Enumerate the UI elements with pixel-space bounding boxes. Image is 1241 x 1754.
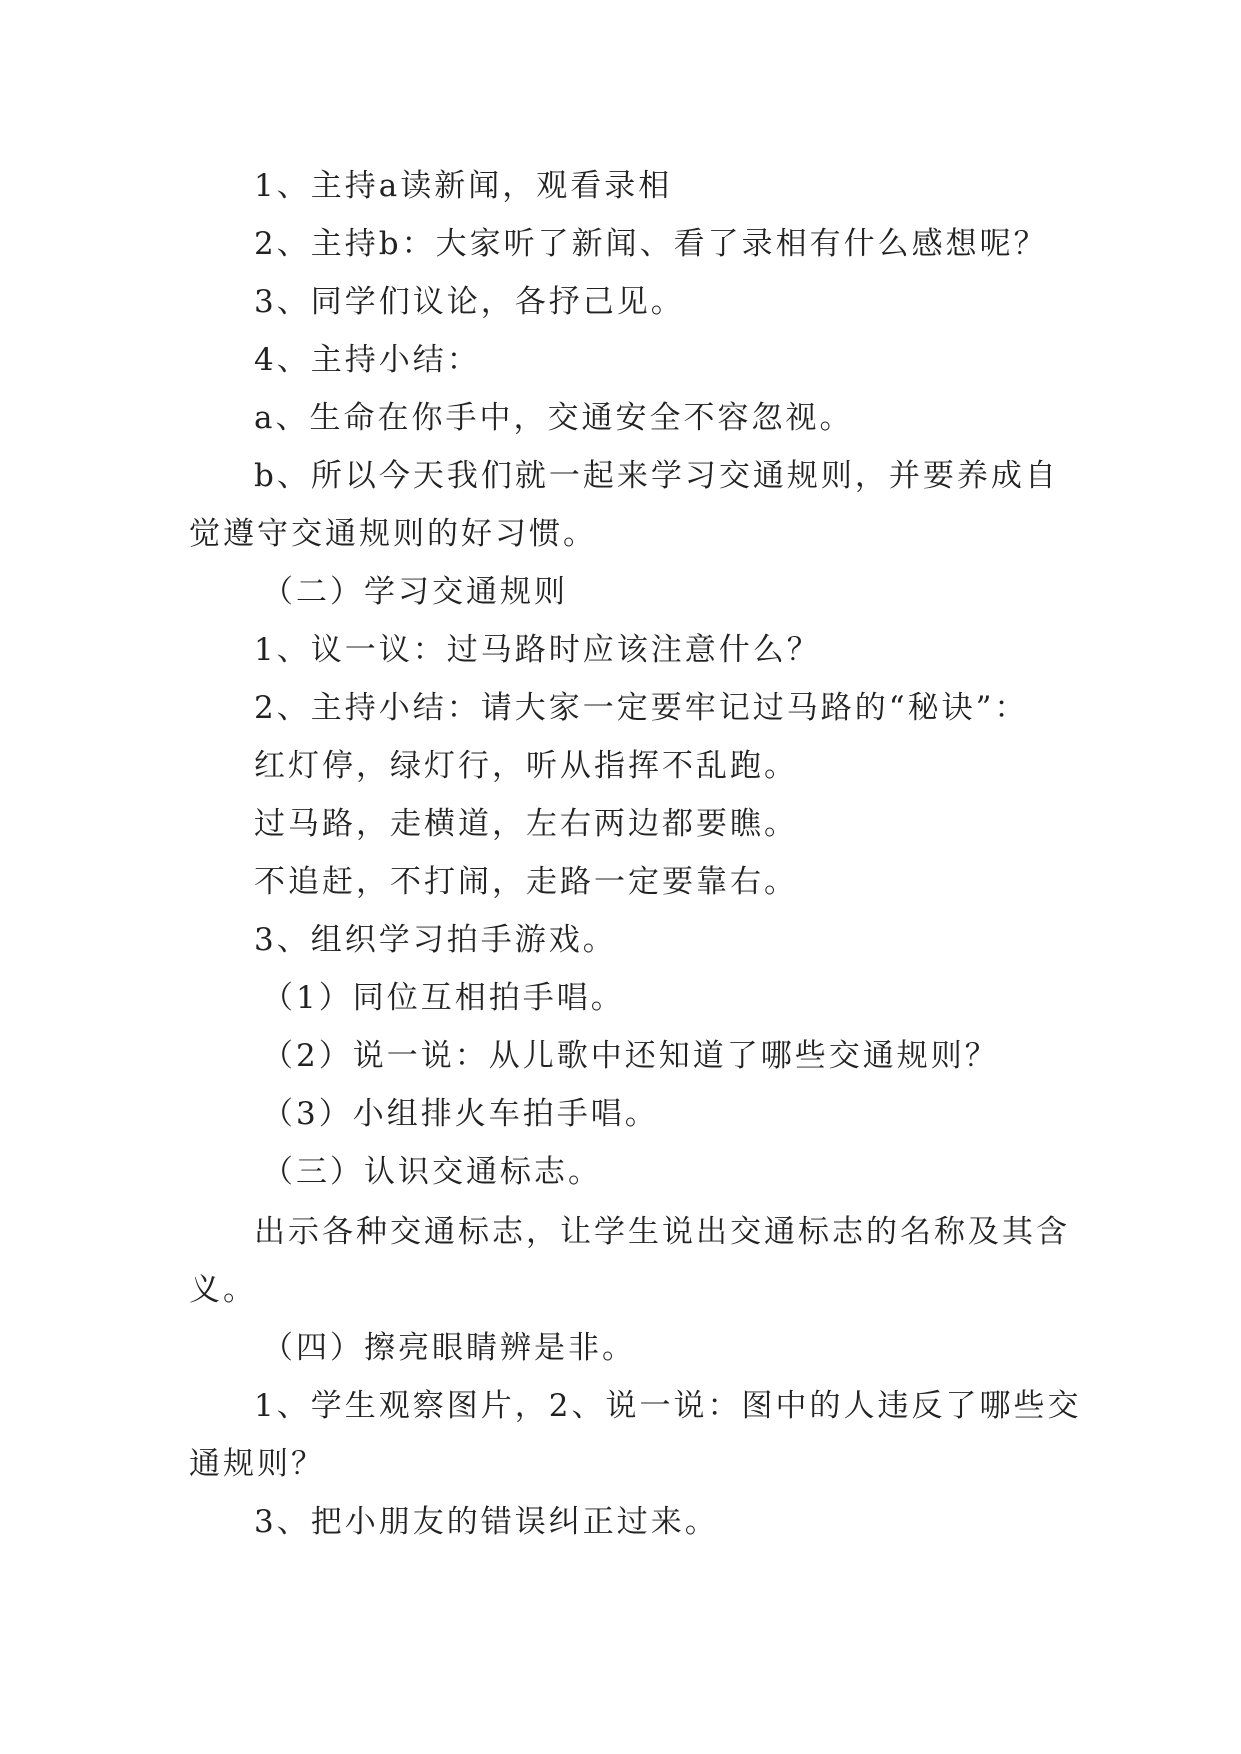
text-line: 通规则？ (189, 1446, 325, 1482)
text-line: 1、主持a读新闻，观看录相 (254, 168, 673, 204)
text-line: 2、主持b：大家听了新闻、看了录相有什么感想呢？ (254, 226, 1048, 262)
text-line: 义。 (189, 1272, 257, 1308)
text-line: 觉遵守交通规则的好习惯。 (189, 516, 597, 552)
text-line: 3、把小朋友的错误纠正过来。 (254, 1504, 719, 1540)
text-line: 1、议一议：过马路时应该注意什么？ (254, 632, 821, 668)
text-line: a、生命在你手中，交通安全不容忽视。 (254, 400, 854, 436)
text-line: 过马路，走横道，左右两边都要瞧。 (254, 806, 798, 842)
text-line: 2、主持小结：请大家一定要牢记过马路的“秘诀”： (254, 690, 1029, 726)
text-line: （3）小组排火车拍手唱。 (262, 1096, 659, 1132)
text-line: 1、学生观察图片，2、说一说：图中的人违反了哪些交 (254, 1388, 1082, 1424)
text-line: 4、主持小结： (254, 342, 481, 378)
text-line: （1）同位互相拍手唱。 (262, 980, 625, 1016)
section-heading: （三）认识交通标志。 (262, 1154, 602, 1190)
text-line: b、所以今天我们就一起来学习交通规则，并要养成自 (254, 458, 1059, 494)
text-line: 不追赶，不打闹，走路一定要靠右。 (254, 864, 798, 900)
text-line: 3、组织学习拍手游戏。 (254, 922, 617, 958)
text-line: 红灯停，绿灯行，听从指挥不乱跑。 (254, 748, 798, 784)
text-line: （2）说一说：从儿歌中还知道了哪些交通规则？ (262, 1038, 999, 1074)
section-heading: （四）擦亮眼睛辨是非。 (262, 1330, 636, 1366)
section-heading: （二）学习交通规则 (262, 574, 568, 610)
text-line: 出示各种交通标志，让学生说出交通标志的名称及其含 (254, 1214, 1070, 1250)
text-line: 3、同学们议论，各抒己见。 (254, 284, 685, 320)
